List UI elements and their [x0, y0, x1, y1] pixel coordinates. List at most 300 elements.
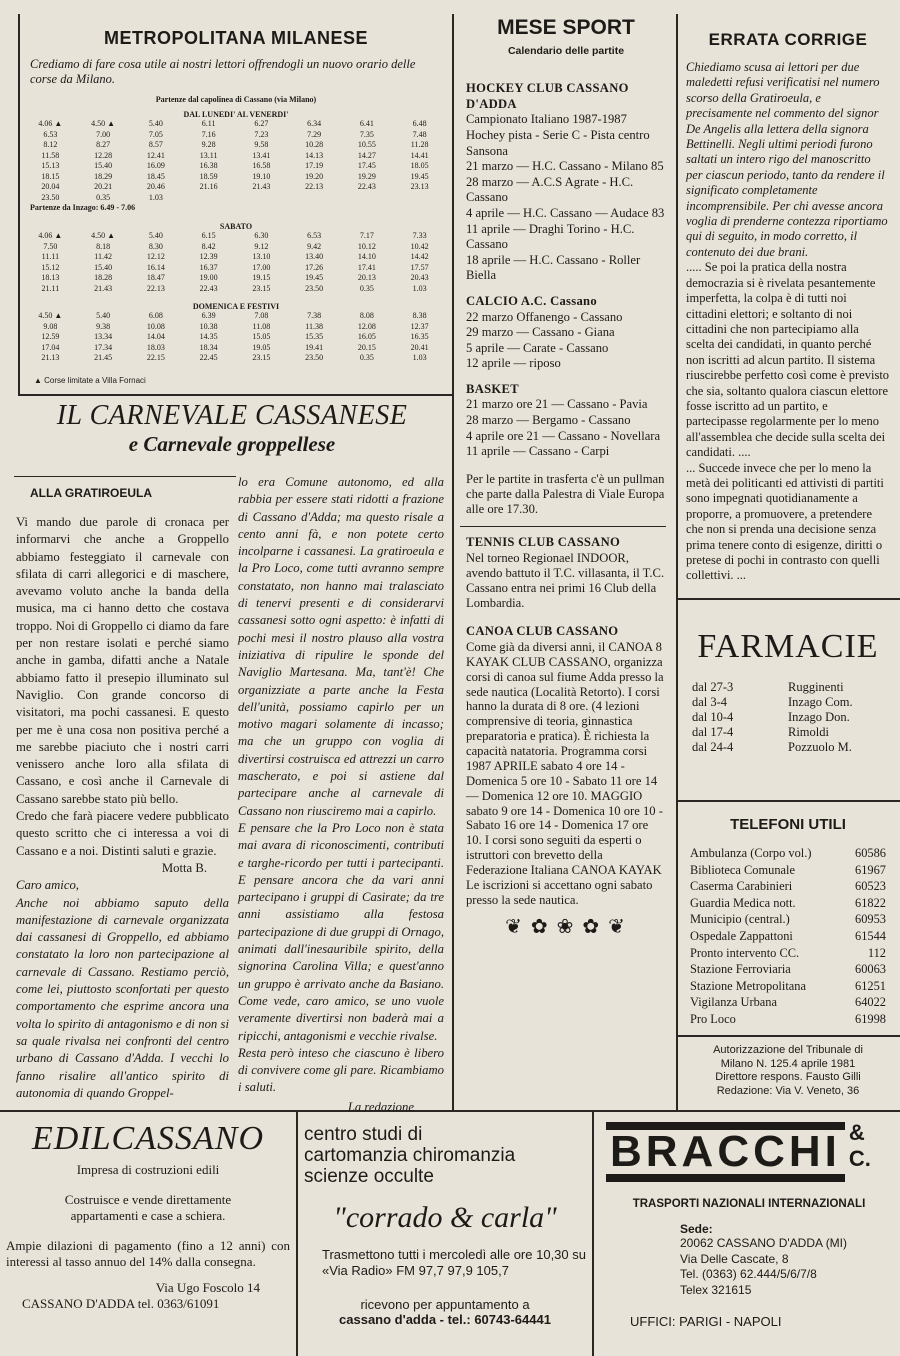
sport-fixture: 11 aprile — Draghi Torino - H.C. Cassano — [466, 221, 635, 252]
timetable-cell: 12.12 — [146, 252, 165, 261]
timetable-cell: 18.59 — [199, 171, 218, 181]
timetable-saturday — [24, 231, 446, 294]
timetable-cell: 7.33 — [412, 231, 427, 240]
bracchi-line-2: Via Delle Cascate, 8 — [680, 1251, 789, 1266]
telefono-name: Pronto intervento CC. — [690, 945, 800, 960]
edil-city: CASSANO D'ADDA tel. 0363/61091 — [22, 1296, 220, 1311]
telefono-row — [690, 845, 886, 862]
timetable-cell: 6.08 — [148, 311, 163, 320]
timetable-cell: 0.35 — [96, 192, 111, 202]
timetable-cell: 7.48 — [412, 129, 427, 139]
timetable-cell: 4.06 ▲ — [38, 119, 63, 128]
timetable-cell: 10.08 — [146, 321, 165, 331]
timetable-cell: 19.29 — [357, 171, 376, 181]
bracchi-address — [680, 1236, 892, 1298]
telefono-number: 112 — [867, 945, 886, 960]
metro-weekdays-label: DAL LUNEDI' AL VENERDI' — [183, 110, 289, 119]
sport-fixture: 4 aprile ore 21 — Cassano - Novellara — [466, 428, 661, 443]
divider-farmacie-top — [676, 598, 900, 600]
bracchi-line-3: Tel. (0363) 62.444/5/6/7/8 — [680, 1267, 817, 1281]
timetable-row — [24, 161, 446, 172]
timetable-cell: 17.57 — [410, 262, 429, 272]
timetable-cell: 6.48 — [412, 119, 427, 128]
bracchi-line-4: Telex 321615 — [680, 1282, 752, 1297]
letter-column — [16, 486, 229, 1102]
timetable-row — [24, 231, 446, 242]
sport-fixture: 28 marzo — A.C.S Agrate - H.C. Cassano — [466, 174, 634, 205]
timetable-cell: 18.34 — [199, 342, 218, 352]
timetable-cell: 14.10 — [357, 252, 376, 261]
edil-line-1: Costruisce e vende direttamente — [64, 1192, 232, 1207]
timetable-cell: 7.38 — [307, 311, 322, 320]
telefono-row — [690, 911, 886, 928]
timetable-cell: 12.39 — [199, 252, 218, 261]
timetable-cell: 6.11 — [201, 119, 216, 128]
centro-line-3: scienze occulte — [304, 1166, 434, 1187]
ad-centro-studi — [304, 1124, 586, 1327]
sport-calendar: Calendario delle partite — [507, 44, 625, 57]
trasferta-note: Per le partite in trasferta c'è un pullman che parte dalla Palestra di Viale Europa alle ore 17.30. — [466, 471, 665, 516]
timetable-cell: 22.15 — [146, 353, 165, 362]
sport-fixture: 22 marzo Offanengo - Cassano — [466, 309, 623, 324]
errata-part-1: Chiediamo scusa ai lettori per due maledetti refusi verificatisi nel numero scorso della Gratiroeula, e precisamente nel commento del signor De Angelis alla lettera della signora Bettinelli. Negli ultimi periodi furono saltati un intero rigo del manoscritto per ciascun periodo, tanto da rendere il significato completamente incomprensibile. Per chi avesse ancora voglia di prenderne contezza riportiamo qui di seguito, in modo corretto, il contenuto dei due brani. — [686, 60, 888, 259]
timetable-cell — [182, 193, 235, 204]
timetable-cell: 19.00 — [199, 273, 218, 282]
timetable-cell: 13.10 — [252, 252, 271, 261]
timetable-cell: 14.27 — [357, 150, 376, 160]
timetable-cell: 23.50 — [41, 192, 60, 202]
timetable-cell: 15.35 — [305, 332, 324, 341]
reply-signature: La redazione — [347, 1099, 414, 1114]
telefono-number: 61822 — [855, 895, 886, 910]
farmacia-date: dal 27-3 — [692, 680, 734, 694]
errata-part-2: ..... Se poi la pratica della nostra democrazia si è rivelata pesantemente imperfetta, la colpa è di tutti noi cittadini elettori; e soltanto di noi cittadini che non partecipiamo alla scelta dei candidati, in quanto perché non iscritti ad alcun partito. Il sistema riuscirebbe perfetto così come è previsto che sia, soltanto qualora ciascun elettore fosse iscritto ad un partito, e partecipasse regolarmente per lo meno all'assemblea che decide sulla scelta dei candidati. .... — [686, 260, 890, 460]
telefono-row — [690, 994, 886, 1011]
telefono-row — [690, 928, 886, 945]
farmacia-date: dal 10-4 — [692, 710, 734, 724]
metro-holidays-label: DOMENICA E FESTIVI — [192, 302, 280, 311]
telefono-name: Municipio (central.) — [690, 912, 790, 927]
timetable-cell: 14.42 — [410, 252, 429, 261]
timetable-cell: 20.46 — [146, 182, 165, 191]
timetable-row — [24, 311, 446, 322]
telefono-row — [690, 862, 886, 879]
telefoni-section — [690, 816, 886, 1028]
farmacia-name: Rugginenti — [788, 680, 844, 694]
carnevale-subtitle: e Carnevale groppellese — [128, 432, 336, 456]
farmacia-name: Rimoldi — [788, 725, 829, 739]
timetable-cell — [393, 193, 446, 204]
sport-divider — [460, 526, 666, 527]
telefono-row — [690, 1011, 886, 1028]
timetable-cell: 8.30 — [148, 241, 163, 251]
timetable-row — [24, 172, 446, 183]
errata-section — [686, 30, 890, 584]
timetable-cell: 20.04 — [41, 182, 60, 191]
timetable-cell: 1.03 — [412, 353, 427, 362]
timetable-cell: 21.43 — [252, 182, 271, 191]
sport-title: MESE SPORT — [497, 16, 635, 39]
timetable-cell: 22.43 — [357, 182, 376, 191]
carnevale-section — [14, 400, 450, 457]
timetable-cell: 13.11 — [199, 150, 218, 160]
reply-column-2b: E pensare che la Pro Loco non è stata mai avara di riconoscimenti, contributi e targhe-ricordo per tutti i partecipanti. E pensare ancora che da vari anni partecipano i gruppi di Casirate; da tre anni assistiamo alla festosa partecipazione di due gruppi di Ornago, animati dall'inesauribile spirito, della signorina Carolina Villa; e quest'anno un gruppo è arrivato anche da Basiano. Come vede, caro amico, se uno vuole veramente divertirsi non baderà mai a ripicchi, antagonismi e vecchie rivalse. — [238, 820, 444, 1043]
telefono-row — [690, 945, 886, 962]
timetable-cell: 21.16 — [199, 182, 218, 191]
telefono-number: 64022 — [855, 995, 886, 1010]
timetable-cell: 12.08 — [357, 321, 376, 331]
timetable-cell: 17.04 — [41, 342, 60, 352]
timetable-cell: 21.45 — [94, 353, 113, 362]
timetable-row — [24, 119, 446, 130]
centro-radio: Trasmettono tutti i mercoledì alle ore 10,30 su «Via Radio» FM 97,7 97,9 105,7 — [322, 1247, 586, 1278]
timetable-cell: 9.12 — [254, 241, 269, 251]
timetable-cell: 16.38 — [199, 161, 218, 170]
letter-body-2: Credo che farà piacere vedere pubblicato questo scritto che ci interessa a voi di Cassano e a noi. Distinti saluti e grazie. — [16, 809, 229, 858]
timetable-cell: 12.59 — [41, 332, 60, 341]
timetable-cell: 9.28 — [201, 140, 216, 149]
timetable-cell: 5.40 — [148, 119, 163, 128]
farmacia-row — [692, 710, 890, 725]
flourish-icon: ❦ ✿ ❀ ✿ ❦ — [505, 915, 627, 938]
timetable-cell: 20.13 — [357, 273, 376, 282]
timetable-cell: 7.05 — [148, 129, 163, 139]
farmacie-list — [686, 680, 890, 755]
timetable-cell: 21.43 — [94, 283, 113, 293]
timetable-cell: 7.35 — [359, 129, 374, 139]
authorization-box — [680, 1044, 896, 1098]
timetable-cell: 16.05 — [357, 332, 376, 341]
divider-left-frame — [18, 14, 20, 394]
timetable-cell: 0.35 — [359, 353, 374, 362]
timetable-cell: 16.09 — [146, 161, 165, 170]
telefoni-title: TELEFONI UTILI — [730, 816, 846, 833]
timetable-cell: 7.08 — [254, 311, 269, 320]
telefono-name: Vigilanza Urbana — [690, 995, 777, 1010]
timetable-cell: 1.03 — [412, 283, 427, 293]
timetable-cell: 11.58 — [41, 150, 60, 160]
timetable-cell: 22.45 — [199, 353, 218, 362]
telefono-row — [690, 878, 886, 895]
ad-edilcassano — [6, 1120, 290, 1312]
centro-ricevono: ricevono per appuntamento a — [360, 1297, 530, 1312]
timetable-cell: 14.13 — [305, 150, 324, 160]
timetable-cell: 10.38 — [199, 321, 218, 331]
timetable-row — [24, 140, 446, 151]
timetable-cell: 6.53 — [307, 231, 322, 240]
farmacia-row — [692, 740, 890, 755]
timetable-cell: 10.55 — [357, 140, 376, 149]
timetable-cell: 17.45 — [357, 161, 376, 170]
calcio-list — [466, 310, 666, 372]
timetable-cell: 7.23 — [254, 129, 269, 139]
letter-heading: ALLA GRATIROEULA — [30, 486, 152, 500]
auth-line-1: Autorizzazione del Tribunale di — [713, 1044, 863, 1056]
timetable-cell: 17.34 — [94, 342, 113, 352]
sport-fixture: 4 aprile — H.C. Cassano — Audace 83 — [466, 205, 665, 220]
timetable-cell: 17.26 — [305, 262, 324, 272]
timetable-cell: 15.05 — [252, 332, 271, 341]
telefono-row — [690, 961, 886, 978]
timetable-cell: 23.50 — [305, 353, 324, 362]
telefono-number: 60063 — [855, 962, 886, 977]
reply-column-2a: lo era Comune autonomo, ed alla rabbia per essere stati ridotti a frazione di Cassano d'Adda; ma questo risale a cento anni fà, e non potete certo incolparne i cassanesi. La gratiroeula e la Pro Loco, come tutti avranno sempre constatato, non hanno mai tralasciato di tenervi presenti e di considerarvi cassanesi sotto ogni aspetto: è infatti di pochi mesi il nostro plauso alla vostra iniziativa di ripulire le sponde del Naviglio Martesana. Ma, tant'è! Che organizziate a parte anche la Festa dell'unità, possiamo capirlo per un motivo magari solamente di incasso; ma che un gruppo con voglia di divertirsi costruisca ed attrezzi un carro mascherato, e poi si astiene dal partecipare anche al carnevale di Cassano non riusciremo mai a capirlo. — [238, 475, 444, 818]
timetable-cell: 14.35 — [199, 332, 218, 341]
timetable-row — [24, 343, 446, 354]
timetable-cell: 19.41 — [305, 342, 324, 352]
timetable-cell: 23.15 — [252, 283, 271, 293]
centro-line-1: centro studi di — [304, 1124, 423, 1145]
timetable-cell: 18.03 — [146, 342, 165, 352]
timetable-cell — [341, 193, 394, 204]
divider-ad2 — [592, 1110, 594, 1356]
divider-main-vertical — [452, 14, 454, 1110]
hockey-heading: HOCKEY CLUB CASSANO D'ADDA — [466, 81, 629, 111]
timetable-cell: 20.43 — [410, 273, 429, 282]
divider-metro-bottom — [18, 394, 452, 396]
timetable-cell: 6.39 — [201, 311, 216, 320]
timetable-cell: 8.38 — [412, 311, 427, 320]
telefono-row — [690, 895, 886, 912]
timetable-cell — [235, 193, 288, 204]
timetable-cell: 15.40 — [94, 161, 113, 170]
timetable-cell: 18.28 — [94, 273, 113, 282]
timetable-cell: 18.05 — [410, 161, 429, 170]
errata-title: ERRATA CORRIGE — [708, 30, 868, 49]
centro-name: "corrado & carla" — [333, 1201, 557, 1234]
timetable-cell: 7.17 — [359, 231, 374, 240]
timetable-row — [24, 273, 446, 284]
telefono-number: 61998 — [855, 1011, 886, 1026]
timetable-row — [24, 242, 446, 253]
timetable-cell: 18.45 — [146, 171, 165, 181]
farmacia-row — [692, 725, 890, 740]
timetable-cell: 18.15 — [41, 171, 60, 181]
timetable-cell: 4.50 ▲ — [38, 311, 63, 320]
timetable-cell: 12.37 — [410, 321, 429, 331]
timetable-cell: 9.38 — [96, 321, 111, 331]
timetable-cell: 6.53 — [43, 129, 58, 139]
farmacia-date: dal 24-4 — [692, 740, 734, 754]
timetable-cell: 11.42 — [94, 252, 112, 261]
timetable-cell: 18.29 — [94, 171, 113, 181]
metro-saturday-label: SABATO — [219, 222, 253, 231]
timetable-cell: 19.05 — [252, 342, 271, 352]
timetable-cell: 8.08 — [359, 311, 374, 320]
farmacia-date: dal 17-4 — [692, 725, 734, 739]
timetable-cell: 8.18 — [96, 241, 111, 251]
timetable-row — [24, 252, 446, 263]
farmacia-date: dal 3-4 — [692, 695, 728, 709]
sport-fixture: Hochey pista - Serie C - Pista centro Sansona — [466, 127, 650, 158]
bracchi-sede: Sede: — [680, 1222, 713, 1236]
bracchi-line-1: 20062 CASSANO D'ADDA (MI) — [680, 1236, 848, 1250]
sport-fixture: 18 aprile — H.C. Cassano - Roller Biella — [466, 252, 641, 283]
timetable-cell: 21.13 — [41, 353, 60, 362]
timetable-cell: 7.16 — [201, 129, 216, 139]
divider-ads-top — [0, 1110, 900, 1112]
timetable-cell: 19.45 — [305, 273, 324, 282]
timetable-cell: 16.37 — [199, 262, 218, 272]
sport-fixture: 29 marzo — Cassano - Giana — [466, 325, 615, 340]
timetable-cell: 10.12 — [357, 241, 376, 251]
timetable-cell: 8.42 — [201, 241, 216, 251]
calcio-heading: CALCIO A.C. Cassano — [466, 293, 597, 308]
timetable-cell: 19.10 — [252, 171, 271, 181]
timetable-cell: 22.13 — [146, 283, 165, 293]
timetable-cell: 8.57 — [148, 140, 163, 149]
auth-line-3: Direttore respons. Fausto Gilli — [715, 1071, 861, 1083]
timetable-cell: 19.45 — [410, 171, 429, 181]
edil-subtitle: Impresa di costruzioni edili — [76, 1162, 220, 1177]
timetable-cell: 7.29 — [307, 129, 322, 139]
timetable-cell: 10.42 — [410, 241, 429, 251]
timetable-cell: 11.28 — [410, 140, 429, 149]
telefono-name: Guardia Medica nott. — [690, 895, 796, 910]
farmacia-name: Inzago Com. — [788, 695, 853, 709]
bracchi-logo: BRACCHI — [606, 1122, 845, 1182]
metro-footnote: ▲ Corse limitate a Villa Fornaci — [34, 375, 146, 385]
reply-column-1: Anche noi abbiamo saputo della manifestazione di carnevale organizzata dai cassanesi di Groppello, ed abbiamo constatato la loro non partecipazione al carnevale di Cassano. Restiamo perciò, come lei, piuttosto sconfortati per questo comportamento che esprime ancora una volta lo spirito di antagonismo e di non si sa quale rivalsa nei confronti del centro urbano di Cassano d'Adda. I vecchi lo fanno risalire all'antico spirito di autonomia di quando Groppel- — [16, 895, 229, 1100]
metro-from-inzago: Partenze da Inzago: 6.49 - 7.06 — [30, 203, 136, 212]
timetable-cell: 13.40 — [305, 252, 324, 261]
telefono-number: 61967 — [855, 862, 886, 877]
timetable-cell: 22.13 — [305, 182, 324, 191]
timetable-row — [24, 353, 446, 364]
carnevale-title: IL CARNEVALE CASSANESE — [56, 400, 408, 431]
timetable-cell: 14.04 — [146, 332, 165, 341]
telefono-name: Biblioteca Comunale — [690, 862, 795, 877]
edil-title: EDILCASSANO — [32, 1120, 264, 1157]
timetable-cell: 12.28 — [94, 150, 113, 160]
timetable-row — [24, 151, 446, 162]
timetable-cell: 11.11 — [41, 252, 60, 261]
farmacia-row — [692, 695, 890, 710]
timetable-cell: 18.13 — [41, 273, 60, 282]
timetable-cell: 19.20 — [305, 171, 324, 181]
timetable-cell: 15.12 — [41, 262, 60, 272]
timetable-cell: 7.50 — [43, 241, 58, 251]
sport-fixture: Campionato Italiano 1987-1987 — [466, 112, 627, 127]
farmacie-section — [686, 628, 890, 755]
reply-greeting: Caro amico, — [16, 878, 79, 893]
telefono-number: 60523 — [855, 879, 886, 894]
timetable-cell: 5.40 — [96, 311, 111, 320]
timetable-cell: 9.08 — [43, 321, 58, 331]
timetable-cell: 17.00 — [252, 262, 271, 272]
sport-fixture: 21 marzo — H.C. Cassano - Milano 85 — [466, 159, 664, 174]
timetable-cell: 19.15 — [252, 273, 271, 282]
centro-line-2: cartomanzia chiromanzia — [304, 1145, 516, 1166]
timetable-cell: 4.06 ▲ — [38, 231, 63, 240]
timetable-row — [24, 130, 446, 141]
metro-title: METROPOLITANA MILANESE — [104, 28, 368, 48]
edil-line-2: appartamenti e case a schiera. — [70, 1208, 226, 1223]
timetable-cell: 16.58 — [252, 161, 271, 170]
sport-fixture: 5 aprile — Carate - Cassano — [466, 340, 609, 355]
edil-address: Via Ugo Foscolo 14 — [155, 1280, 260, 1295]
timetable-row — [24, 193, 446, 204]
sport-fixture: 12 aprile — riposo — [466, 356, 561, 371]
timetable-cell: 15.40 — [94, 262, 113, 272]
reply-column — [238, 474, 444, 1116]
canoa-text: Come già da diversi anni, il CANOA 8 KAYAK CLUB CASSANO, organizza corsi di canoa sul fiume Adda presso la sede nautica (Località Retorto). I corsi hanno la durata di 8 ore. (4 lezioni comprensive di teoria, ginnastica preparatoria e pratica). È richiesta la capacità natatoria. Programma corsi 1987 APRILE sabato 4 ore 14 - Domenica 5 ore 10 - Sabato 11 ore 14 — Domenica 12 ore 10. MAGGIO sabato 9 ore 14 - Domenica 10 ore 10 - Sabato 16 ore 14 - Domenica 17 ore 10. I corsi sono seguiti da esperti o istruttori con brevetto della Federazione Italiana CANOA KAYAK Le iscrizioni si accettano ogni sabato presso la sede nautica. — [466, 640, 664, 907]
bracchi-tagline: TRASPORTI NAZIONALI INTERNAZIONALI — [632, 1198, 866, 1210]
ad-bracchi — [606, 1120, 892, 1329]
sport-fixture: 28 marzo — Bergamo - Cassano — [466, 413, 631, 428]
timetable-cell: 8.27 — [96, 140, 111, 149]
timetable-cell: 5.40 — [148, 231, 163, 240]
telefono-name: Stazione Metropolitana — [690, 978, 806, 993]
auth-line-2: Milano N. 125.4 aprile 1981 — [720, 1057, 856, 1070]
timetable-cell: 6.30 — [254, 231, 269, 240]
timetable-cell: 21.11 — [41, 283, 60, 293]
metro-from-cassano: Partenze dal capolinea di Cassano (via Milano) — [155, 95, 317, 104]
timetable-row — [24, 322, 446, 333]
auth-line-4: Redazione: Via V. Veneto, 36 — [716, 1084, 860, 1097]
divider-telefoni-top — [676, 800, 900, 802]
telefono-number: 61251 — [855, 978, 886, 993]
timetable-row — [24, 182, 446, 193]
timetable-cell: 11.08 — [252, 321, 271, 331]
telefono-name: Caserma Carabinieri — [690, 879, 793, 894]
telefono-number: 60586 — [855, 846, 886, 860]
timetable-cell: 23.13 — [410, 182, 429, 191]
divider-right-vertical — [676, 14, 678, 1110]
timetable-weekdays — [24, 119, 446, 203]
timetable-cell: 20.41 — [410, 342, 429, 352]
timetable-cell: 10.28 — [305, 140, 324, 149]
telefoni-list — [690, 845, 886, 1028]
reply-column-2c: Resta però inteso che ciascuno è libero di convivere come gli pare. Ricambiamo i saluti. — [238, 1045, 444, 1095]
timetable-cell: 18.47 — [146, 273, 165, 282]
basket-heading: BASKET — [466, 381, 519, 396]
timetable-cell: 9.58 — [254, 140, 269, 149]
telefono-name: Stazione Ferroviaria — [690, 962, 791, 977]
timetable-cell: 4.50 ▲ — [91, 119, 116, 128]
timetable-cell: 20.15 — [357, 342, 376, 352]
telefono-name: Ambulanza (Corpo vol.) — [690, 846, 812, 860]
timetable-cell: 9.42 — [307, 241, 322, 251]
timetable-cell: 17.41 — [357, 262, 376, 272]
timetable-row — [24, 332, 446, 343]
timetable-cell: 6.41 — [359, 119, 374, 128]
farmacia-name: Pozzuolo M. — [788, 740, 852, 754]
centro-tel: cassano d'adda - tel.: 60743-64441 — [339, 1312, 551, 1327]
timetable-cell: 16.35 — [410, 332, 429, 341]
edil-body: Ampie dilazioni di pagamento (fino a 12 anni) con interessi al tasso annuo del 14% dalla consegna. — [6, 1238, 290, 1269]
timetable-cell: 23.50 — [305, 283, 324, 293]
timetable-row — [24, 263, 446, 274]
divider-ad1 — [296, 1110, 298, 1356]
timetable-cell: 8.12 — [43, 140, 58, 149]
timetable-holidays — [24, 311, 446, 364]
timetable-cell: 1.03 — [148, 192, 163, 202]
metro-intro: Crediamo di fare cosa utile ai nostri lettori offrendogli un nuovo orario delle corse da Milano. — [30, 57, 416, 86]
bracchi-suffix: & C. — [848, 1120, 871, 1171]
timetable-cell: 17.19 — [305, 161, 324, 170]
timetable-cell: 6.34 — [307, 119, 322, 128]
errata-part-3: ... Succede invece che per lo meno la metà dei politicanti ed attivisti di partiti sono impegnati quotidianamente a proporre, a promuovere, a pretendere che non si prenda una decisione senza prima tenere conto di esigenze, diritti o pretese di pochi in contrasto con quelli collettivi. ... — [686, 460, 884, 583]
timetable-cell: 13.34 — [94, 332, 113, 341]
tennis-heading: TENNIS CLUB CASSANO — [466, 535, 621, 550]
timetable-cell: 6.15 — [201, 231, 216, 240]
farmacia-name: Inzago Don. — [788, 710, 850, 724]
timetable-cell: 12.41 — [146, 150, 165, 160]
hockey-list — [466, 112, 666, 284]
divider-auth-top — [676, 1035, 900, 1037]
tennis-text: Nel torneo Regionael INDOOR, avendo battuto il T.C. villasanta, il T.C. Cassano entra nei primi 16 Club della Lombardia. — [466, 551, 665, 610]
